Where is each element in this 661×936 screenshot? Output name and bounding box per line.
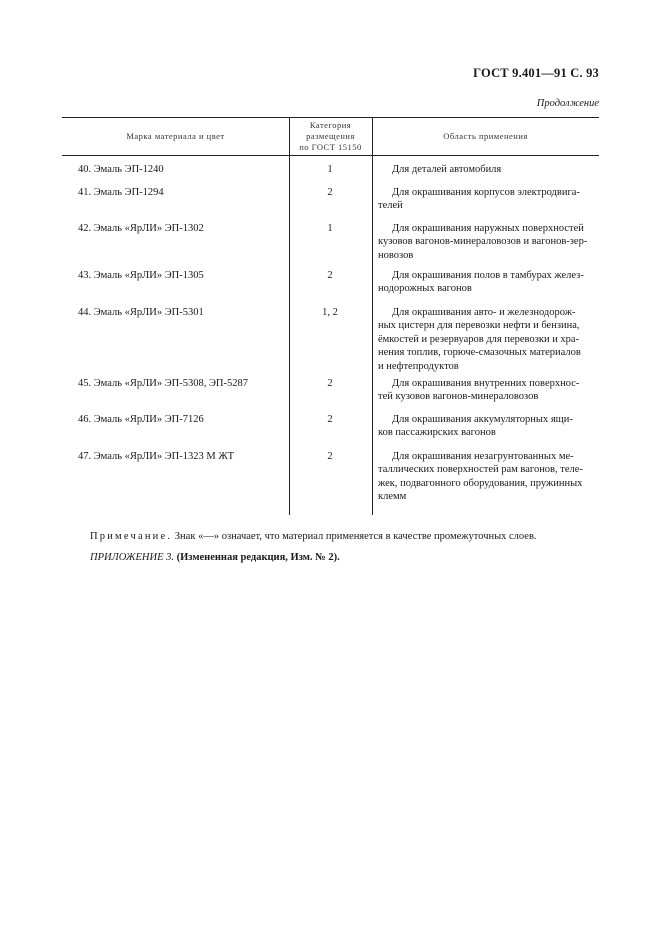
row-40-category: 1	[327, 164, 333, 175]
area-line: таллических поверхностей рам вагонов, теле-	[378, 464, 583, 476]
row-47-material: 47. Эмаль «ЯрЛИ» ЭП-1323 М ЖТ	[78, 451, 234, 462]
row-43-material: 43. Эмаль «ЯрЛИ» ЭП-1305	[78, 270, 204, 281]
row-44-material: 44. Эмаль «ЯрЛИ» ЭП-5301	[78, 307, 204, 318]
note-label: Примечание.	[90, 531, 173, 542]
row-47-area	[378, 450, 588, 504]
row-41-material: 41. Эмаль ЭП-1294	[78, 187, 164, 198]
area-line: Для деталей автомобиля	[392, 164, 502, 175]
row-45-category: 2	[327, 378, 333, 389]
column-header-category-line-1: Категория	[309, 120, 352, 130]
row-46-material: 46. Эмаль «ЯрЛИ» ЭП-7126	[78, 414, 204, 425]
continuation-label: Продолжение	[536, 98, 599, 109]
area-line: кузовов вагонов-минераловозов и вагонов-зер-	[378, 236, 588, 248]
area-line: Для окрашивания наружных поверхностей	[392, 223, 584, 234]
area-line: ков пассажирских вагонов	[378, 427, 496, 439]
row-42-area	[378, 222, 588, 262]
row-45-material: 45. Эмаль «ЯрЛИ» ЭП-5308, ЭП-5287	[78, 378, 249, 389]
row-42-material: 42. Эмаль «ЯрЛИ» ЭП-1302	[78, 223, 204, 234]
row-41-area	[378, 186, 588, 213]
row-46-category: 2	[327, 414, 333, 425]
appendix-label: ПРИЛОЖЕНИЕ 3.	[90, 552, 174, 563]
area-line: Для окрашивания авто- и железнодорож-	[392, 307, 576, 318]
area-line: Для окрашивания корпусов электродвига-	[392, 187, 580, 198]
row-47-category: 2	[327, 451, 333, 462]
area-line: Для окрашивания внутренних поверхнос-	[392, 378, 580, 389]
area-line: жек, подвагонного оборудования, пружинных	[378, 477, 583, 489]
area-line: новозов	[378, 249, 414, 261]
note-text: Знак «—» означает, что материал применяется в качестве промежуточных слоев.	[174, 531, 537, 542]
appendix-revision	[90, 552, 340, 563]
column-header-category-line-2: размещения	[306, 131, 355, 141]
row-43-category: 2	[327, 270, 333, 281]
area-line: нодорожных вагонов	[378, 283, 472, 295]
row-45-area	[378, 377, 588, 404]
area-line: ных цистерн для перевозки нефти и бензина,	[378, 320, 580, 332]
column-header-category-line-3: по ГОСТ 15150	[299, 142, 362, 152]
column-header-area: Область применения	[443, 131, 528, 141]
column-divider-2	[372, 117, 373, 515]
row-46-area	[378, 413, 588, 440]
row-43-area	[378, 269, 588, 296]
area-line: ёмкостей и резервуаров для перевозки и хра-	[378, 333, 580, 345]
row-44-area	[378, 306, 588, 373]
column-header-material: Марка материала и цвет	[126, 131, 225, 141]
table-top-rule	[62, 117, 599, 118]
appendix-text: (Измененная редакция, Изм. № 2).	[176, 552, 340, 563]
row-41-category: 2	[327, 187, 333, 198]
area-line: Для окрашивания полов в тамбурах желез-	[392, 270, 584, 281]
area-line: нения топлив, горюче-смазочных материалов	[378, 347, 581, 359]
table-note	[90, 531, 537, 542]
area-line: тей кузовов вагонов-минераловозов	[378, 391, 539, 403]
row-40-area	[378, 163, 588, 176]
area-line: Для окрашивания незагрунтованных ме-	[392, 451, 574, 462]
area-line: клемм	[378, 491, 407, 503]
area-line: Для окрашивания аккумуляторных ящи-	[392, 414, 573, 425]
area-line: и нефтепродуктов	[378, 360, 459, 372]
table-header-rule	[62, 155, 599, 156]
row-44-category: 1, 2	[322, 307, 338, 318]
row-40-material: 40. Эмаль ЭП-1240	[78, 164, 164, 175]
page-header: ГОСТ 9.401—91 С. 93	[473, 66, 599, 80]
row-42-category: 1	[327, 223, 333, 234]
area-line: телей	[378, 200, 403, 212]
